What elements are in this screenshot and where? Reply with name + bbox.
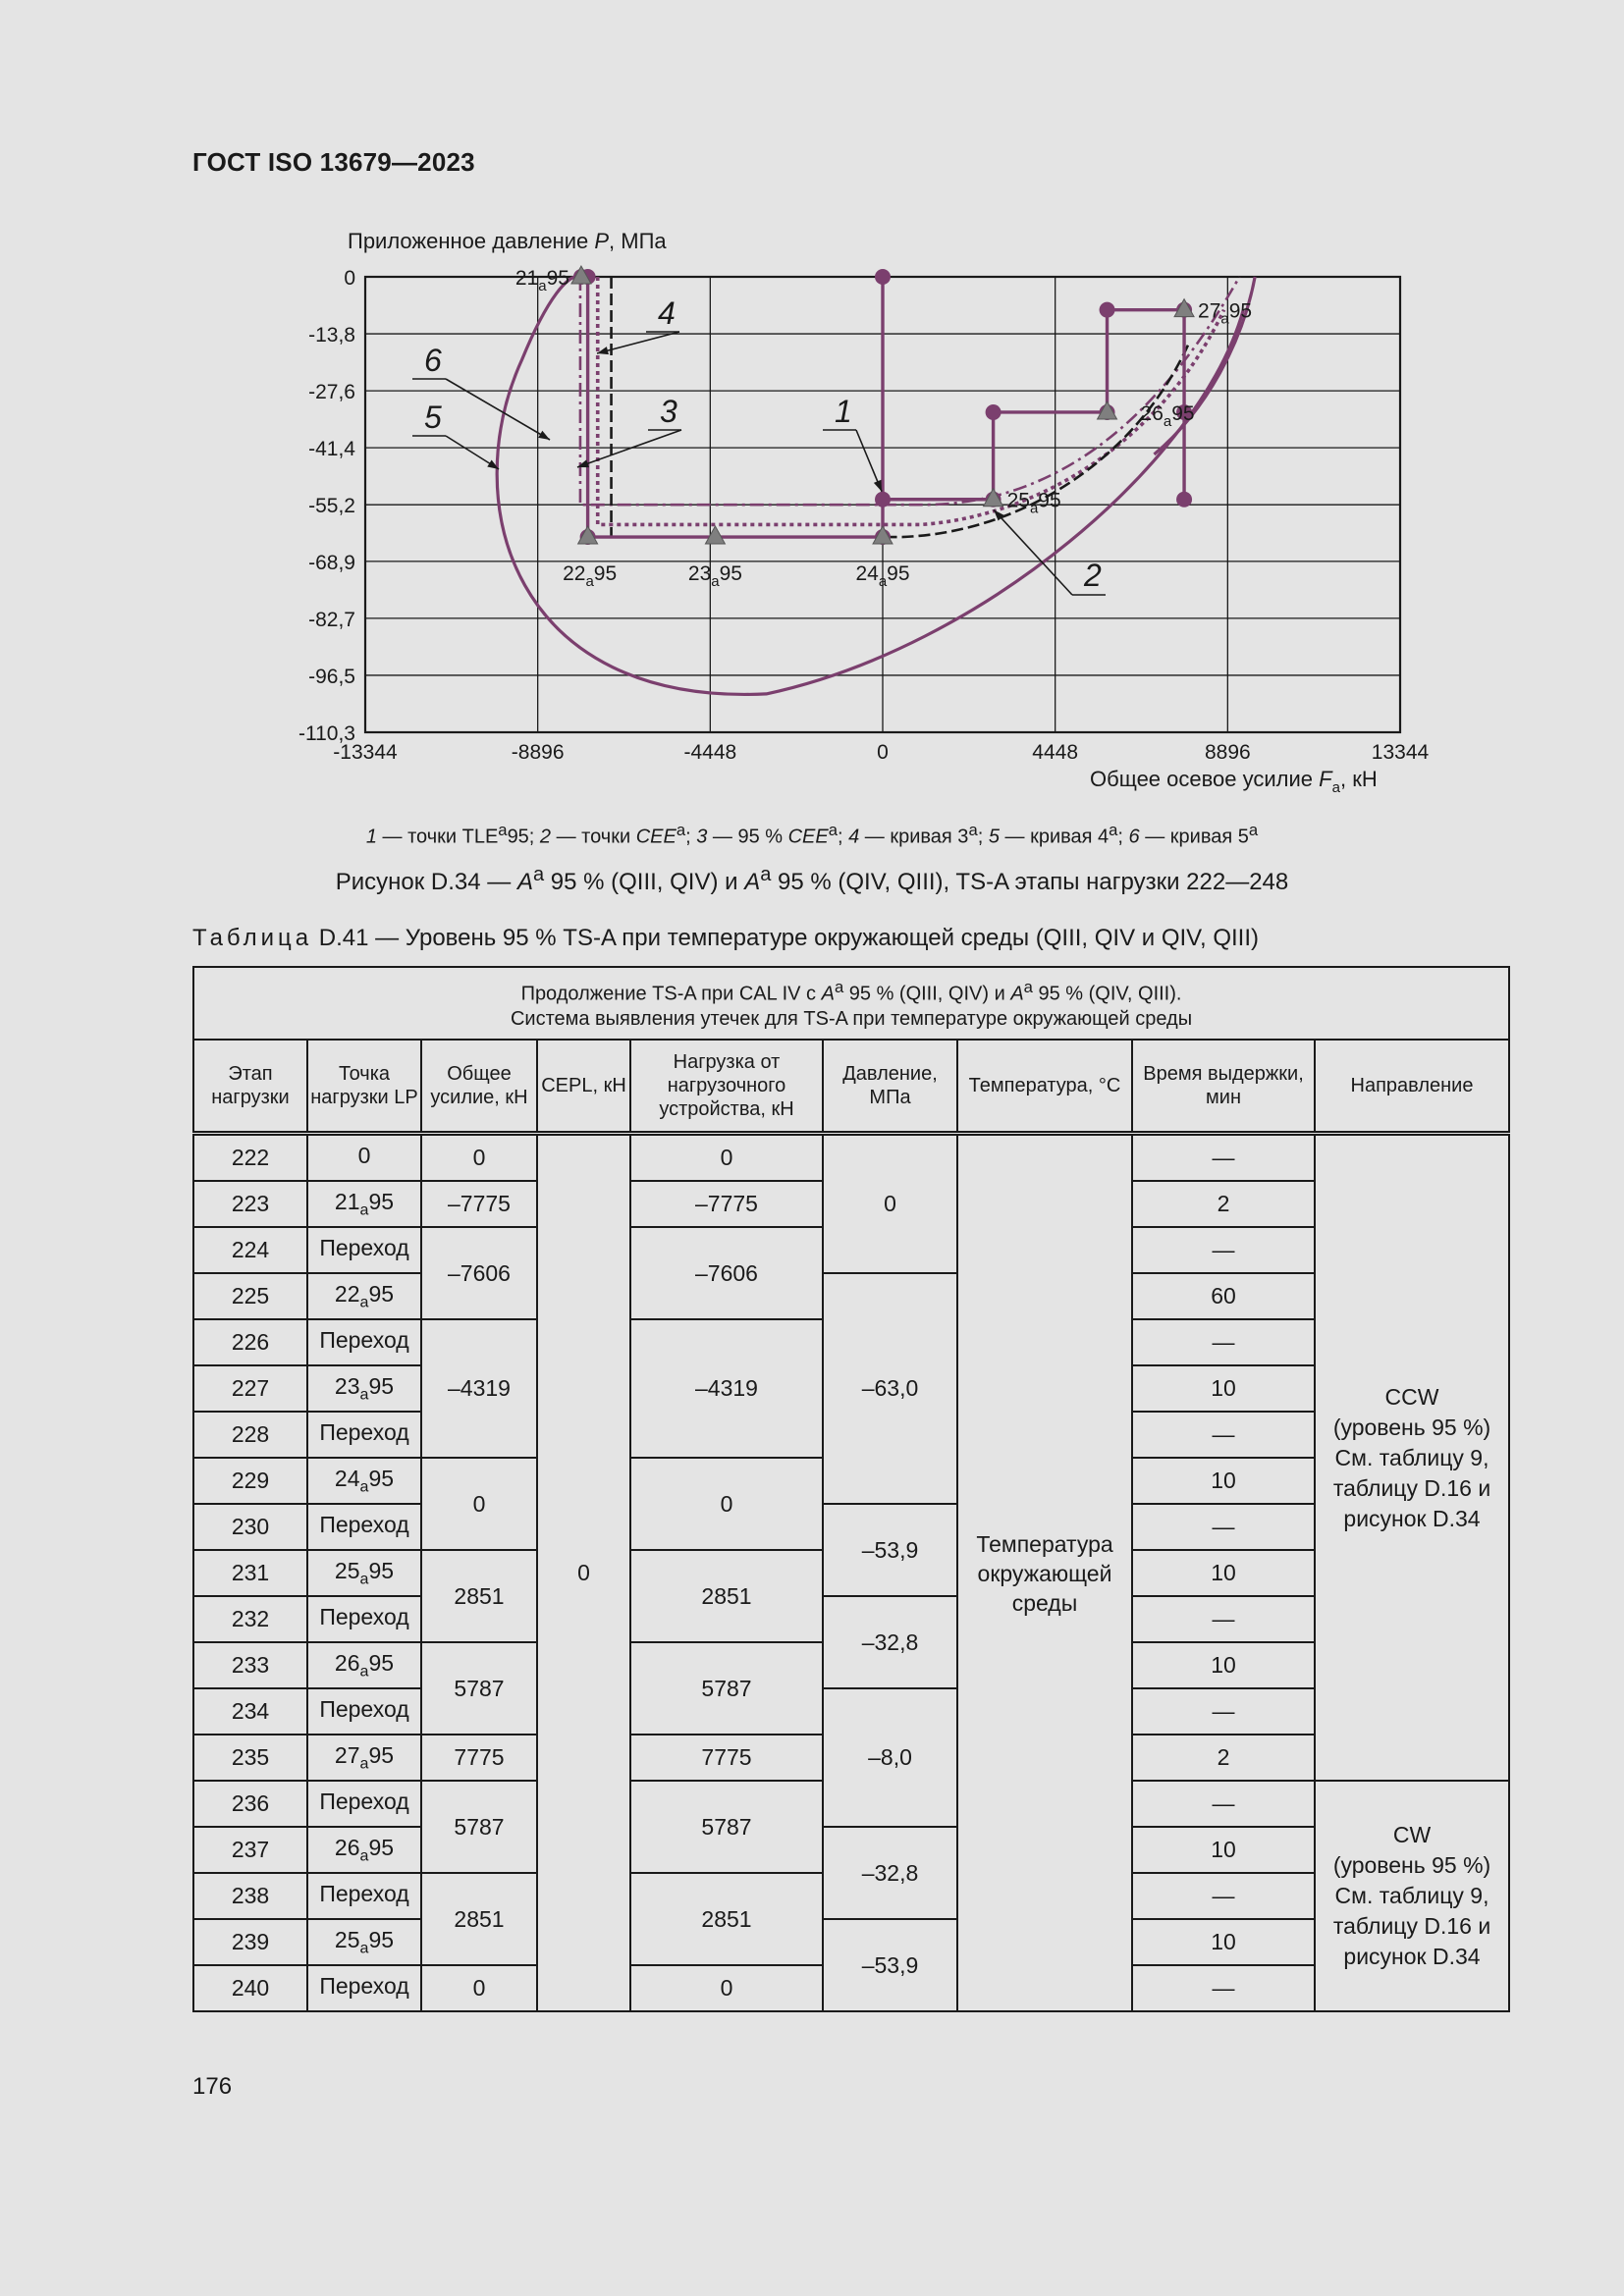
cell-hold-time: 10 [1132,1365,1315,1412]
cell-load-point: Переход [307,1688,421,1735]
cell-device-load: 0 [630,1965,823,2011]
cell-temperature: Температура окружающей среды [957,1134,1132,2012]
point-label: $26_a95$ [1140,401,1195,430]
cell-load-point: $25_a95$ [307,1550,421,1596]
point-label: $27_a95$ [1198,299,1253,328]
data-table [192,966,1510,2012]
cell-stage: 227 [193,1365,307,1412]
cell-cepl: 0 [537,1134,630,2012]
tle-marker [1100,302,1115,318]
cell-total-force: –7775 [421,1181,537,1227]
cell-hold-time: — [1132,1227,1315,1273]
cell-load-point: Переход [307,1227,421,1273]
cell-stage: 238 [193,1873,307,1919]
cell-stage: 230 [193,1504,307,1550]
table-row [193,1504,1509,1550]
table-row [193,1919,1509,1965]
cell-total-force: 0 [421,1458,537,1550]
cell-load-point: Переход [307,1412,421,1458]
cell-total-force: 2851 [421,1873,537,1965]
cell-load-point: $24_a95$ [307,1458,421,1504]
cell-total-force: 5787 [421,1781,537,1873]
cell-pressure: –32,8 [823,1596,957,1688]
table-row [193,1827,1509,1873]
figure-caption: Рисунок D.34 — $A^a$ 95 % (QIII, QIV) и $A^a$ 95 % (QIV, QIII), TS-A этапы нагрузки 222—248 [335,864,1289,895]
cell-total-force: 2851 [421,1550,537,1642]
callout-leader [597,332,679,353]
cell-stage: 234 [193,1688,307,1735]
cell-device-load: 7775 [630,1735,823,1781]
cell-load-point: $27_a95$ [307,1735,421,1781]
tle-marker [986,404,1001,420]
page-number: 176 [192,2073,233,2100]
col-header-temperature: Температура, °С [957,1040,1132,1134]
cell-device-load: 0 [630,1458,823,1550]
x-tick-label: -8896 [511,741,565,764]
cell-load-point: Переход [307,1873,421,1919]
x-axis-label: Общее осевое усилие $F_a$, кН [1090,767,1378,796]
x-tick-label: -4448 [683,741,737,764]
cell-stage: 240 [193,1965,307,2011]
cell-hold-time: — [1132,1781,1315,1827]
cell-hold-time: — [1132,1965,1315,2011]
document-header: ГОСТ ISO 13679—2023 [192,147,475,177]
cell-stage: 225 [193,1273,307,1319]
curve-4a [497,277,1243,694]
y-tick-label: -110,3 [298,722,355,745]
point-label: $25_a95$ [1006,489,1061,517]
point-label: $23_a95$ [687,562,742,591]
cell-stage: 236 [193,1781,307,1827]
cell-device-load: 0 [630,1134,823,1182]
callout-arrowhead [874,480,882,492]
cee-marker [705,526,725,544]
cell-stage: 222 [193,1134,307,1182]
cell-hold-time: 10 [1132,1642,1315,1688]
cell-stage: 224 [193,1227,307,1273]
tle-marker [1176,492,1192,507]
cell-pressure: –53,9 [823,1504,957,1596]
callout-label: 2 [1084,558,1102,593]
y-tick-label: -13,8 [308,324,355,347]
cell-hold-time: — [1132,1319,1315,1365]
cell-stage: 235 [193,1735,307,1781]
y-tick-label: -96,5 [308,665,355,688]
cell-pressure: –8,0 [823,1688,957,1827]
cell-hold-time: — [1132,1596,1315,1642]
cell-total-force: 5787 [421,1642,537,1735]
y-tick-labels [298,267,355,745]
cell-pressure: –53,9 [823,1919,957,2011]
cell-load-point: Переход [307,1781,421,1827]
x-tick-label: 8896 [1204,741,1251,764]
x-tick-label: 13344 [1371,741,1430,764]
x-tick-label: 0 [877,741,889,764]
cell-stage: 239 [193,1919,307,1965]
cell-device-load: 2851 [630,1873,823,1965]
col-header-point: Точка нагрузки LP [307,1040,421,1134]
cell-stage: 223 [193,1181,307,1227]
cell-load-point: Переход [307,1504,421,1550]
cell-pressure: 0 [823,1134,957,1274]
cell-stage: 232 [193,1596,307,1642]
cell-hold-time: — [1132,1873,1315,1919]
cell-device-load: –7775 [630,1181,823,1227]
cell-hold-time: 60 [1132,1273,1315,1319]
cell-load-point: $23_a95$ [307,1365,421,1412]
figure-d34-chart [0,0,1624,903]
col-header-stage: Этап нагрузки [193,1040,307,1134]
cell-load-point: Переход [307,1319,421,1365]
cell-load-point: $22_a95$ [307,1273,421,1319]
point-label: $22_a95$ [563,562,618,591]
chart-svg [0,0,1624,903]
callout-label: 4 [658,295,676,331]
cell-stage: 228 [193,1412,307,1458]
tle-marker [875,492,891,507]
cell-device-load: –7606 [630,1227,823,1319]
cell-pressure: –63,0 [823,1273,957,1504]
cell-stage: 229 [193,1458,307,1504]
x-tick-label: -13344 [333,741,398,764]
cell-hold-time: — [1132,1504,1315,1550]
cell-load-point: $26_a95$ [307,1642,421,1688]
tle-marker [875,269,891,285]
cell-hold-time: 2 [1132,1181,1315,1227]
cell-load-point: Переход [307,1596,421,1642]
cell-load-point: $21_a95$ [307,1181,421,1227]
cell-stage: 233 [193,1642,307,1688]
callout-label: 3 [660,394,677,429]
col-header-hold-time: Время выдержки, мин [1132,1040,1315,1134]
cell-total-force: 0 [421,1134,537,1182]
cell-hold-time: — [1132,1412,1315,1458]
y-tick-label: -82,7 [308,608,355,631]
callout-leader [994,509,1072,595]
point-label: $24_a95$ [855,562,910,591]
callout-label: 6 [424,343,442,378]
y-tick-label: -27,6 [308,381,355,404]
cell-hold-time: — [1132,1134,1315,1182]
figure-legend: 1 — точки TLE$^a$95; 2 — точки CEE$^a$; 3 — 95 % CEE$^a$; 4 — кривая 3$^a$; 5 — кривая 4$^a$; 6 — кривая 5$^a$ [365,821,1259,848]
cell-total-force: –4319 [421,1319,537,1458]
cell-hold-time: 10 [1132,1550,1315,1596]
callout-label: 1 [835,394,852,429]
x-tick-labels [333,741,1429,764]
cell-load-point: 0 [307,1134,421,1182]
col-header-cepl: CEPL, кН [537,1040,630,1134]
col-header-total-force: Общее усилие, кН [421,1040,537,1134]
y-tick-label: 0 [344,267,355,290]
table-top-header: Продолжение TS-A при CAL IV с $A^a$ 95 % (QIII, QIV) и $A^a$ 95 % (QIV, QIII). Система выявления утечек для TS-A при температуре окружающей среды [193,967,1509,1040]
cell-hold-time: 10 [1132,1458,1315,1504]
cell-device-load: 5787 [630,1781,823,1873]
cell-total-force: –7606 [421,1227,537,1319]
cell-pressure: –32,8 [823,1827,957,1919]
point-label: $21_a95$ [514,267,569,294]
y-axis-label: Приложенное давление P, МПа [348,229,667,253]
cell-total-force: 7775 [421,1735,537,1781]
table-row [193,1134,1509,1182]
cell-direction: CW (уровень 95 %) См. таблицу 9, таблицу D.16 и рисунок D.34 [1315,1781,1509,2011]
y-tick-label: -55,2 [308,495,355,518]
cell-hold-time: — [1132,1688,1315,1735]
y-tick-label: -41,4 [308,438,355,461]
cell-total-force: 0 [421,1965,537,2011]
table-row [193,1596,1509,1642]
table-d41 [192,966,1508,2012]
col-header-direction: Направление [1315,1040,1509,1134]
x-tick-label: 4448 [1032,741,1079,764]
cell-device-load: –4319 [630,1319,823,1458]
cell-device-load: 2851 [630,1550,823,1642]
table-row [193,1273,1509,1319]
cell-load-point: $26_a95$ [307,1827,421,1873]
callout-leader [446,379,550,440]
col-header-device-load: Нагрузка от нагрузочного устройства, кН [630,1040,823,1134]
chart-curves [497,277,1255,694]
callout-arrowhead [538,431,550,440]
callout-leader [577,430,681,467]
col-header-pressure: Давление, МПа [823,1040,957,1134]
cell-stage: 231 [193,1550,307,1596]
cell-hold-time: 2 [1132,1735,1315,1781]
cell-hold-time: 10 [1132,1919,1315,1965]
cell-load-point: Переход [307,1965,421,2011]
cell-stage: 226 [193,1319,307,1365]
table-row [193,1688,1509,1735]
callout-label: 5 [424,400,442,435]
cell-load-point: $25_a95$ [307,1919,421,1965]
cell-stage: 237 [193,1827,307,1873]
cell-direction: CCW (уровень 95 %) См. таблицу 9, таблицу D.16 и рисунок D.34 [1315,1134,1509,1782]
table-caption: Таблица D.41 — Уровень 95 % TS-A при температуре окружающей среды (QIII, QIV и QIV, QIII) [192,925,1259,951]
cell-device-load: 5787 [630,1642,823,1735]
y-tick-label: -68,9 [308,551,355,574]
cell-hold-time: 10 [1132,1827,1315,1873]
callouts [412,295,1106,595]
